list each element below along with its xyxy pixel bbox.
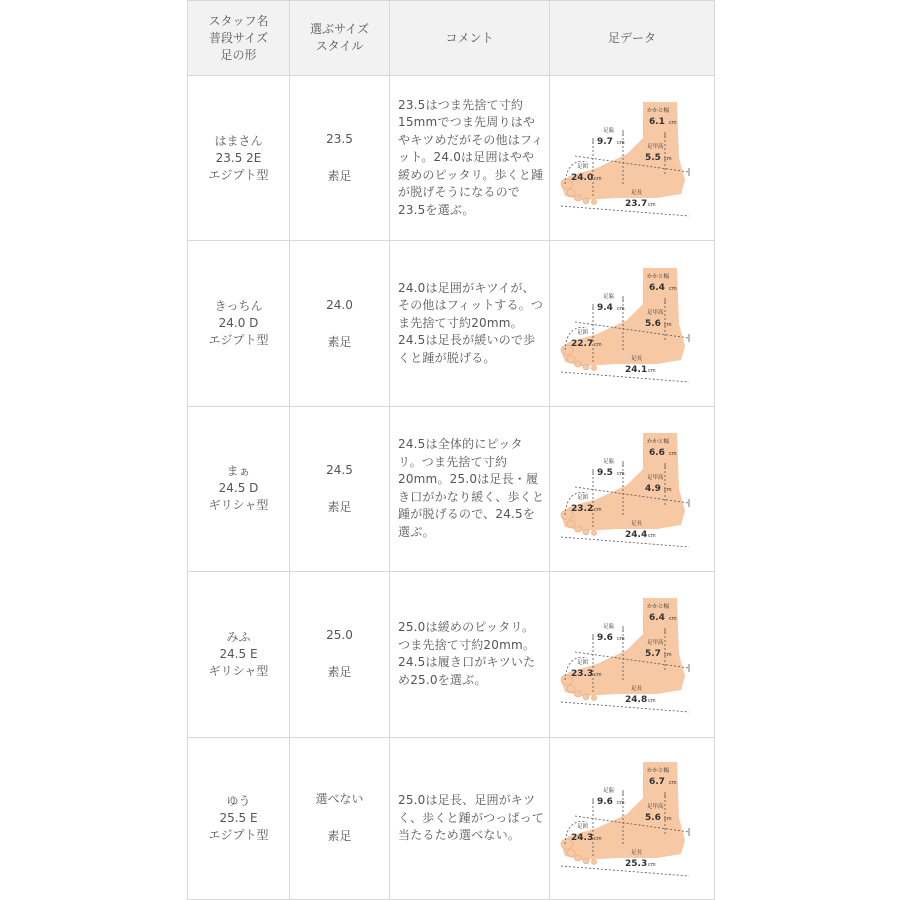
girth-label: 足囲 xyxy=(577,164,589,171)
heel-value: 6.4 xyxy=(649,613,665,624)
instep-unit: cm xyxy=(617,800,625,807)
style-label: 素足 xyxy=(327,665,352,680)
foot-data-cell xyxy=(550,737,715,899)
width-unit: cm xyxy=(664,156,672,163)
table-row xyxy=(188,406,715,571)
girth-label: 足囲 xyxy=(577,824,589,831)
foot-illustration xyxy=(557,98,707,218)
heel-label: かかと幅 xyxy=(647,108,670,115)
length-value: 24.8 xyxy=(625,695,648,706)
heel-value: 6.4 xyxy=(649,282,665,293)
girth-value: 22.7 xyxy=(571,338,594,349)
instep-value: 9.5 xyxy=(597,467,613,478)
style-label: 素足 xyxy=(327,169,352,184)
instep-unit: cm xyxy=(617,636,625,643)
size-style-cell xyxy=(290,241,390,406)
width-value: 5.6 xyxy=(645,318,661,329)
table-row xyxy=(188,572,715,737)
instep-value: 9.6 xyxy=(597,633,613,644)
table-row xyxy=(188,76,715,241)
width-value: 5.5 xyxy=(645,153,661,164)
foot-data-cell xyxy=(550,76,715,241)
size-comparison-table xyxy=(187,0,715,900)
instep-unit: cm xyxy=(617,305,625,312)
width-value: 5.7 xyxy=(645,649,661,660)
width-value: 4.9 xyxy=(645,483,661,494)
chosen-size: 23.5 xyxy=(326,132,353,147)
staff-cell: はまさん 23.5 2E エジプト型 xyxy=(188,76,290,241)
chosen-size: 24.5 xyxy=(326,462,353,477)
girth-unit: cm xyxy=(594,341,602,348)
foot-illustration xyxy=(557,429,707,549)
length-label: 足長 xyxy=(631,355,643,362)
heel-unit: cm xyxy=(669,450,677,457)
heel-unit: cm xyxy=(669,780,677,787)
width-label: 足甲高 xyxy=(647,144,664,151)
comment-cell: 24.0は足囲がキツイが、その他はフィットする。つま先捨て寸約20mm。24.5は足長が緩いので歩くと踵が脱げる。 xyxy=(390,241,550,406)
girth-unit: cm xyxy=(594,506,602,513)
chosen-size: 24.0 xyxy=(326,297,353,312)
instep-label: 足脇 xyxy=(603,458,615,465)
heel-label: かかと幅 xyxy=(647,604,670,611)
girth-unit: cm xyxy=(594,672,602,679)
size-style-cell xyxy=(290,406,390,571)
heel-label: かかと幅 xyxy=(647,768,670,775)
width-unit: cm xyxy=(664,486,672,493)
length-label: 足長 xyxy=(631,520,643,527)
heel-label: かかと幅 xyxy=(647,438,670,445)
comment-cell: 24.5は全体的にピッタリ。つま先捨て寸約20mm。25.0は足長・履き口がかなり緩く、歩くと踵が脱げるので、24.5を選ぶ。 xyxy=(390,406,550,571)
width-label: 足甲高 xyxy=(647,474,664,481)
foot-data-cell xyxy=(550,572,715,737)
header-size-style: 選ぶサイズ スタイル xyxy=(290,1,390,76)
length-unit: cm xyxy=(648,862,656,869)
style-label: 素足 xyxy=(327,499,352,514)
heel-unit: cm xyxy=(669,285,677,292)
table-row xyxy=(188,737,715,899)
instep-unit: cm xyxy=(617,470,625,477)
heel-value: 6.6 xyxy=(649,447,665,458)
heel-value: 6.1 xyxy=(649,117,665,128)
heel-label: かかと幅 xyxy=(647,273,670,280)
width-label: 足甲高 xyxy=(647,804,664,811)
girth-label: 足囲 xyxy=(577,660,589,667)
comment-cell: 23.5はつま先捨て寸約15mmでつま先周りはややキツめだがその他はフィット。24.0は足囲はやや緩めのピッタリ。歩くと踵が脱げそうになるので23.5を選ぶ。 xyxy=(390,76,550,241)
style-label: 素足 xyxy=(327,829,352,844)
length-label: 足長 xyxy=(631,190,643,197)
staff-cell: みふ 24.5 E ギリシャ型 xyxy=(188,572,290,737)
girth-value: 24.0 xyxy=(571,173,594,184)
length-unit: cm xyxy=(648,532,656,539)
style-label: 素足 xyxy=(327,334,352,349)
instep-label: 足脇 xyxy=(603,293,615,300)
width-unit: cm xyxy=(664,321,672,328)
chosen-size: 選べない xyxy=(315,792,364,807)
staff-cell: まぁ 24.5 D ギリシャ型 xyxy=(188,406,290,571)
width-unit: cm xyxy=(664,652,672,659)
width-value: 5.6 xyxy=(645,813,661,824)
length-value: 25.3 xyxy=(625,859,648,870)
size-style-cell xyxy=(290,76,390,241)
header-foot-data: 足データ xyxy=(550,1,715,76)
foot-data-cell xyxy=(550,241,715,406)
instep-value: 9.7 xyxy=(597,137,613,148)
instep-label: 足脇 xyxy=(603,624,615,631)
comment-cell: 25.0は緩めのピッタリ。つま先捨て寸約20mm。24.5は履き口がキツいため25.0を選ぶ。 xyxy=(390,572,550,737)
chosen-size: 25.0 xyxy=(326,628,353,643)
instep-value: 9.6 xyxy=(597,797,613,808)
length-unit: cm xyxy=(648,367,656,374)
foot-illustration xyxy=(557,758,707,878)
staff-cell: きっちん 24.0 D エジプト型 xyxy=(188,241,290,406)
header-row xyxy=(188,1,715,76)
girth-label: 足囲 xyxy=(577,329,589,336)
width-label: 足甲高 xyxy=(647,640,664,647)
foot-illustration xyxy=(557,264,707,384)
staff-cell: ゆう 25.5 E エジプト型 xyxy=(188,737,290,899)
length-value: 23.7 xyxy=(625,199,648,210)
header-staff: スタッフ名 普段サイズ 足の形 xyxy=(188,1,290,76)
foot-illustration xyxy=(557,594,707,714)
size-style-cell xyxy=(290,737,390,899)
girth-label: 足囲 xyxy=(577,494,589,501)
instep-unit: cm xyxy=(617,140,625,147)
length-unit: cm xyxy=(648,698,656,705)
width-label: 足甲高 xyxy=(647,309,664,316)
length-label: 足長 xyxy=(631,850,643,857)
length-value: 24.1 xyxy=(625,364,648,375)
heel-value: 6.7 xyxy=(649,777,665,788)
length-unit: cm xyxy=(648,202,656,209)
table-row xyxy=(188,241,715,406)
heel-unit: cm xyxy=(669,120,677,127)
girth-value: 23.3 xyxy=(571,669,594,680)
size-style-cell xyxy=(290,572,390,737)
length-label: 足長 xyxy=(631,686,643,693)
heel-unit: cm xyxy=(669,616,677,623)
instep-label: 足脇 xyxy=(603,128,615,135)
comment-cell: 25.0は足長、足囲がキツく、歩くと踵がつっぱって当たるため選べない。 xyxy=(390,737,550,899)
width-unit: cm xyxy=(664,816,672,823)
foot-data-cell xyxy=(550,406,715,571)
instep-value: 9.4 xyxy=(597,302,613,313)
girth-unit: cm xyxy=(594,836,602,843)
girth-value: 23.2 xyxy=(571,503,594,514)
header-comment: コメント xyxy=(390,1,550,76)
girth-unit: cm xyxy=(594,176,602,183)
girth-value: 24.3 xyxy=(571,833,594,844)
instep-label: 足脇 xyxy=(603,788,615,795)
length-value: 24.4 xyxy=(625,529,648,540)
